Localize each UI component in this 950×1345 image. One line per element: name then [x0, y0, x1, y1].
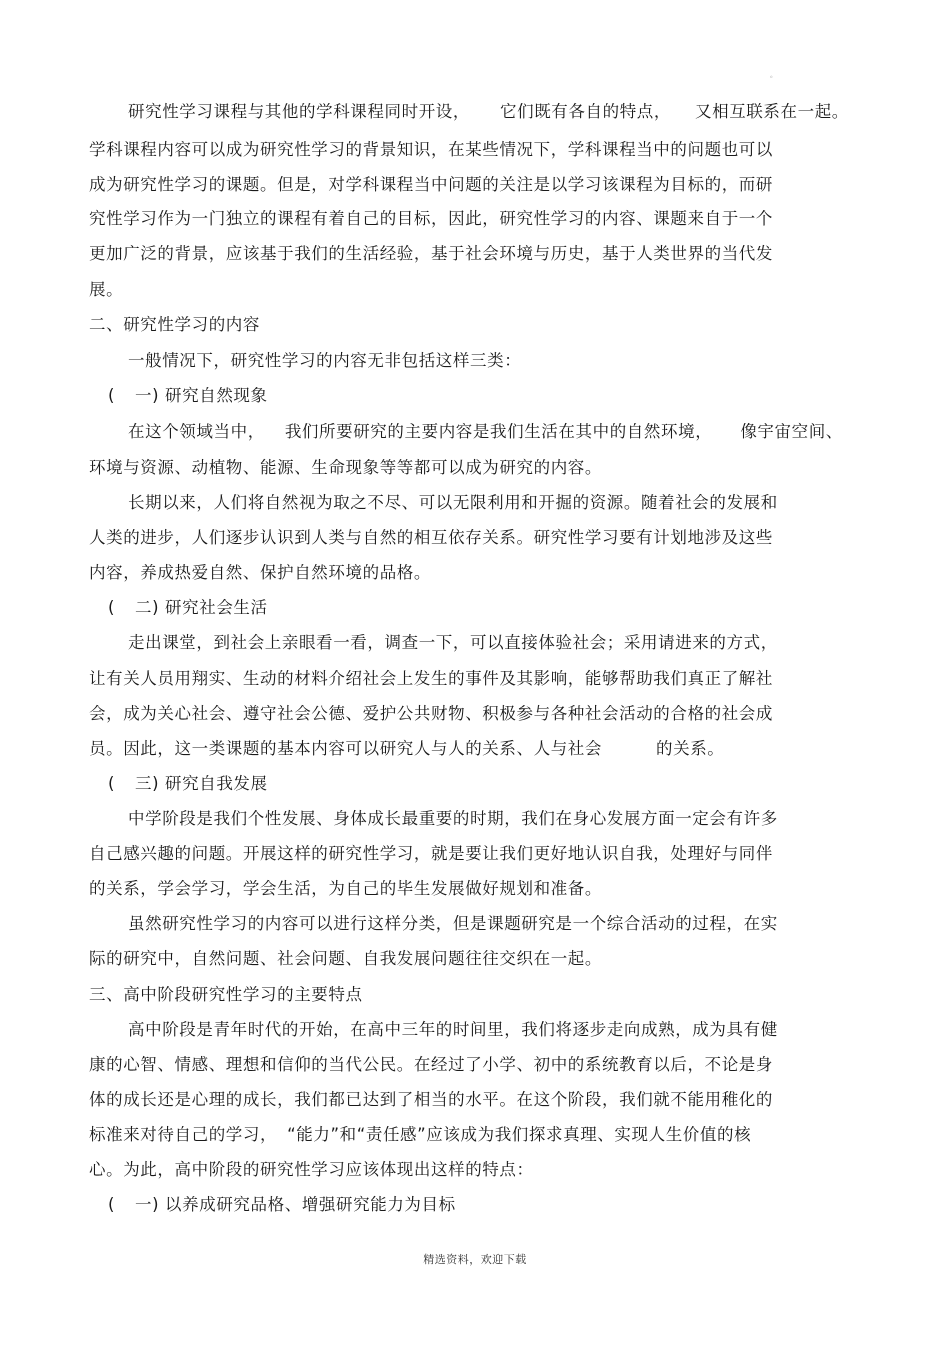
- paragraph-line: 际的研究中，自然问题、社会问题、自我发展问题往往交织在一起。: [89, 949, 602, 968]
- paragraph-line: 研究性学习课程与其他的学科课程同时开设， 它们既有各自的特点， 又相互联系在一起。: [128, 102, 849, 121]
- subsection-heading: ( 三) 研究自我发展: [108, 774, 268, 793]
- paragraph-line: 高中阶段是青年时代的开始，在高中三年的时间里，我们将逐步走向成熟，成为具有健: [128, 1020, 778, 1039]
- paragraph-line: 的关系，学会学习，学会生活，为自己的毕生发展做好规划和准备。: [89, 879, 602, 898]
- corner-mark: 。: [770, 71, 777, 79]
- paragraph-line: 学科课程内容可以成为研究性学习的背景知识，在某些情况下，学科课程当中的问题也可以: [89, 140, 773, 159]
- paragraph-line: 成为研究性学习的课题。但是，对学科课程当中问题的关注是以学习该课程为目标的，而研: [89, 175, 773, 194]
- paragraph-line: 会，成为关心社会、遵守社会公德、爱护公共财物、积极参与各种社会活动的合格的社会成: [89, 704, 773, 723]
- paragraph-line: 展。: [89, 280, 124, 299]
- subsection-heading: ( 一) 以养成研究品格、增强研究能力为目标: [108, 1195, 456, 1214]
- paragraph-line: 虽然研究性学习的内容可以进行这样分类，但是课题研究是一个综合活动的过程，在实: [128, 914, 778, 933]
- paragraph-line: 一般情况下，研究性学习的内容无非包括这样三类：: [128, 351, 522, 370]
- paragraph-line: 标准来对待自己的学习， “能力”和“责任感”应该成为我们探求真理、实现人生价值的核: [89, 1125, 752, 1144]
- section-heading: 三、高中阶段研究性学习的主要特点: [89, 985, 363, 1004]
- section-heading: 二、研究性学习的内容: [89, 315, 260, 334]
- paragraph-line: 让有关人员用翔实、生动的材料介绍社会上发生的事件及其影响，能够帮助我们真正了解社: [89, 669, 773, 688]
- paragraph-line: 究性学习作为一门独立的课程有着自己的目标，因此，研究性学习的内容、课题来自于一个: [89, 209, 773, 228]
- paragraph-line: 自己感兴趣的问题。开展这样的研究性学习，就是要让我们更好地认识自我，处理好与同伴: [89, 844, 773, 863]
- paragraph-line: 长期以来，人们将自然视为取之不尽、可以无限利用和开掘的资源。随着社会的发展和: [128, 493, 778, 512]
- subsection-heading: ( 二) 研究社会生活: [108, 598, 268, 617]
- subsection-heading: ( 一) 研究自然现象: [108, 386, 268, 405]
- paragraph-line: 中学阶段是我们个性发展、身体成长最重要的时期，我们在身心发展方面一定会有许多: [128, 809, 778, 828]
- paragraph-line: 内容，养成热爱自然、保护自然环境的品格。: [89, 563, 431, 582]
- paragraph-line: 心。为此，高中阶段的研究性学习应该体现出这样的特点：: [89, 1160, 534, 1179]
- paragraph-line: 在这个领域当中， 我们所要研究的主要内容是我们生活在其中的自然环境， 像宇宙空间、: [128, 422, 843, 441]
- paragraph-line: 环境与资源、动植物、能源、生命现象等等都可以成为研究的内容。: [89, 458, 602, 477]
- paragraph-line: 更加广泛的背景，应该基于我们的生活经验，基于社会环境与历史，基于人类世界的当代发: [89, 244, 773, 263]
- paragraph-line: 走出课堂，到社会上亲眼看一看，调查一下，可以直接体验社会；采用请进来的方式，: [128, 633, 778, 652]
- paragraph-line: 体的成长还是心理的成长，我们都已达到了相当的水平。在这个阶段，我们就不能用稚化的: [89, 1090, 773, 1109]
- paragraph-line: 人类的进步，人们逐步认识到人类与自然的相互依存关系。研究性学习要有计划地涉及这些: [89, 528, 773, 547]
- paragraph-line: 康的心智、情感、理想和信仰的当代公民。在经过了小学、初中的系统教育以后，不论是身: [89, 1055, 773, 1074]
- page-footer: 精选资料，欢迎下载: [423, 1253, 527, 1266]
- paragraph-line: 员。因此，这一类课题的基本内容可以研究人与人的关系、人与社会 的关系。: [89, 739, 725, 758]
